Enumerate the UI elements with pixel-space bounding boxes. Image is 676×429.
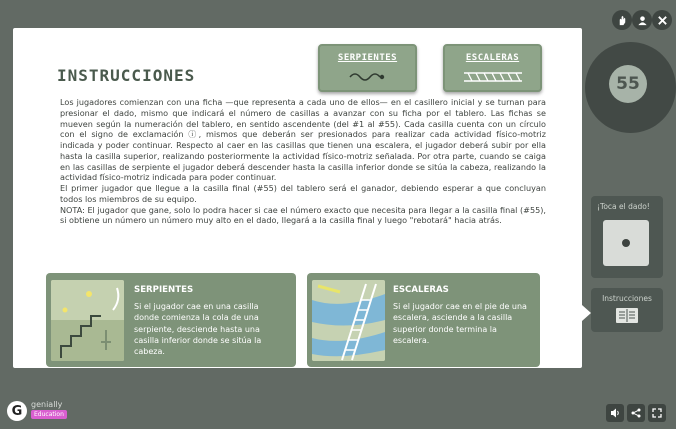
- education-badge: Education: [31, 410, 67, 419]
- paragraph-note: NOTA: El jugador que gane, solo lo podra hacer si cae el número exacto que necesita para llegar a la casilla final (#55), si obtiene un número un número muy alto en el dado, llegará a la casilla final y luego "rebotará" hacia atrás.: [60, 204, 546, 226]
- escaleras-card-text: Si el jugador cae en el pie de una escalera, asciende a la casilla superior donde termina la escalera.: [393, 302, 527, 345]
- hand-button[interactable]: [612, 10, 632, 30]
- serpientes-tab-label: SERPIENTES: [337, 53, 398, 63]
- paragraph-rules: Los jugadores comienzan con una ficha —que representa a cada uno de ellos— en el casillero inicial y se turnan para presionar el dado, mismo que indicará el número de casillas a avanzar con su ficha por el tablero. Las fichas se mueven según la numeración del tablero, en sentido ascendente (del #1 al #55). Cada casilla cuenta con un círculo con el signo de exclamación ⓘ, mismos que deberán ser presionados para realizar cada actividad físico-motriz indicada y poder continuar. Respecto al caer en las casillas que tienen una escalera, el jugador deberá subir por ella hasta la casilla superior, realizando posteriormente la actividad físico-motriz señalada. Por otra parte, cuando se caiga en las casillas de serpiente el jugador deberá descender hasta la casilla inferior donde se sitúa la cabeza, realizando la actividad físico-motriz indicada para poder continuar.: [60, 97, 546, 183]
- selection-pointer: [582, 305, 591, 321]
- volume-button[interactable]: [606, 404, 624, 422]
- serpientes-illustration: [51, 280, 124, 361]
- serpientes-card-text: Si el jugador cae en una casilla donde comienza la cola de una serpiente, desciende hasta una casilla inferior donde se sitúa la cabeza.: [134, 302, 262, 357]
- volume-icon: [610, 408, 620, 418]
- position-counter: 55: [609, 65, 647, 103]
- dice-label: ¡Toca el dado!: [597, 202, 650, 211]
- dice-pip: [622, 239, 630, 247]
- dice-button[interactable]: [603, 220, 649, 266]
- escaleras-tab[interactable]: [443, 44, 542, 92]
- instructions-panel: [13, 28, 582, 368]
- share-icon: [631, 408, 641, 418]
- escaleras-card-heading: ESCALERAS: [393, 285, 449, 295]
- person-button[interactable]: [632, 10, 652, 30]
- ladder-icon: [462, 71, 524, 83]
- fullscreen-button[interactable]: [648, 404, 666, 422]
- genially-logo: G: [7, 401, 27, 421]
- serpientes-tab[interactable]: [318, 44, 417, 92]
- serpientes-card-heading: SERPIENTES: [134, 285, 194, 295]
- escaleras-tab-label: ESCALERAS: [465, 53, 520, 63]
- close-button[interactable]: [652, 10, 672, 30]
- panel-title: INSTRUCCIONES: [57, 66, 196, 85]
- instructions-button[interactable]: [591, 288, 663, 332]
- instructions-button-label: Instrucciones: [602, 294, 652, 303]
- book-icon: [615, 307, 639, 325]
- snake-icon: [348, 71, 388, 81]
- person-icon: [637, 15, 648, 26]
- escaleras-illustration: [312, 280, 385, 361]
- fullscreen-icon: [652, 408, 662, 418]
- instructions-text: [60, 97, 546, 226]
- hand-icon: [617, 15, 628, 26]
- escaleras-card: [307, 273, 540, 367]
- close-icon: [657, 15, 668, 26]
- share-button[interactable]: [627, 404, 645, 422]
- serpientes-card: [46, 273, 296, 367]
- paragraph-winner: El primer jugador que llegue a la casilla final (#55) del tablero será el ganador, debiendo esperar a que concluyan todos los miembros de su equipo.: [60, 183, 546, 204]
- brand-name: genially: [31, 400, 63, 409]
